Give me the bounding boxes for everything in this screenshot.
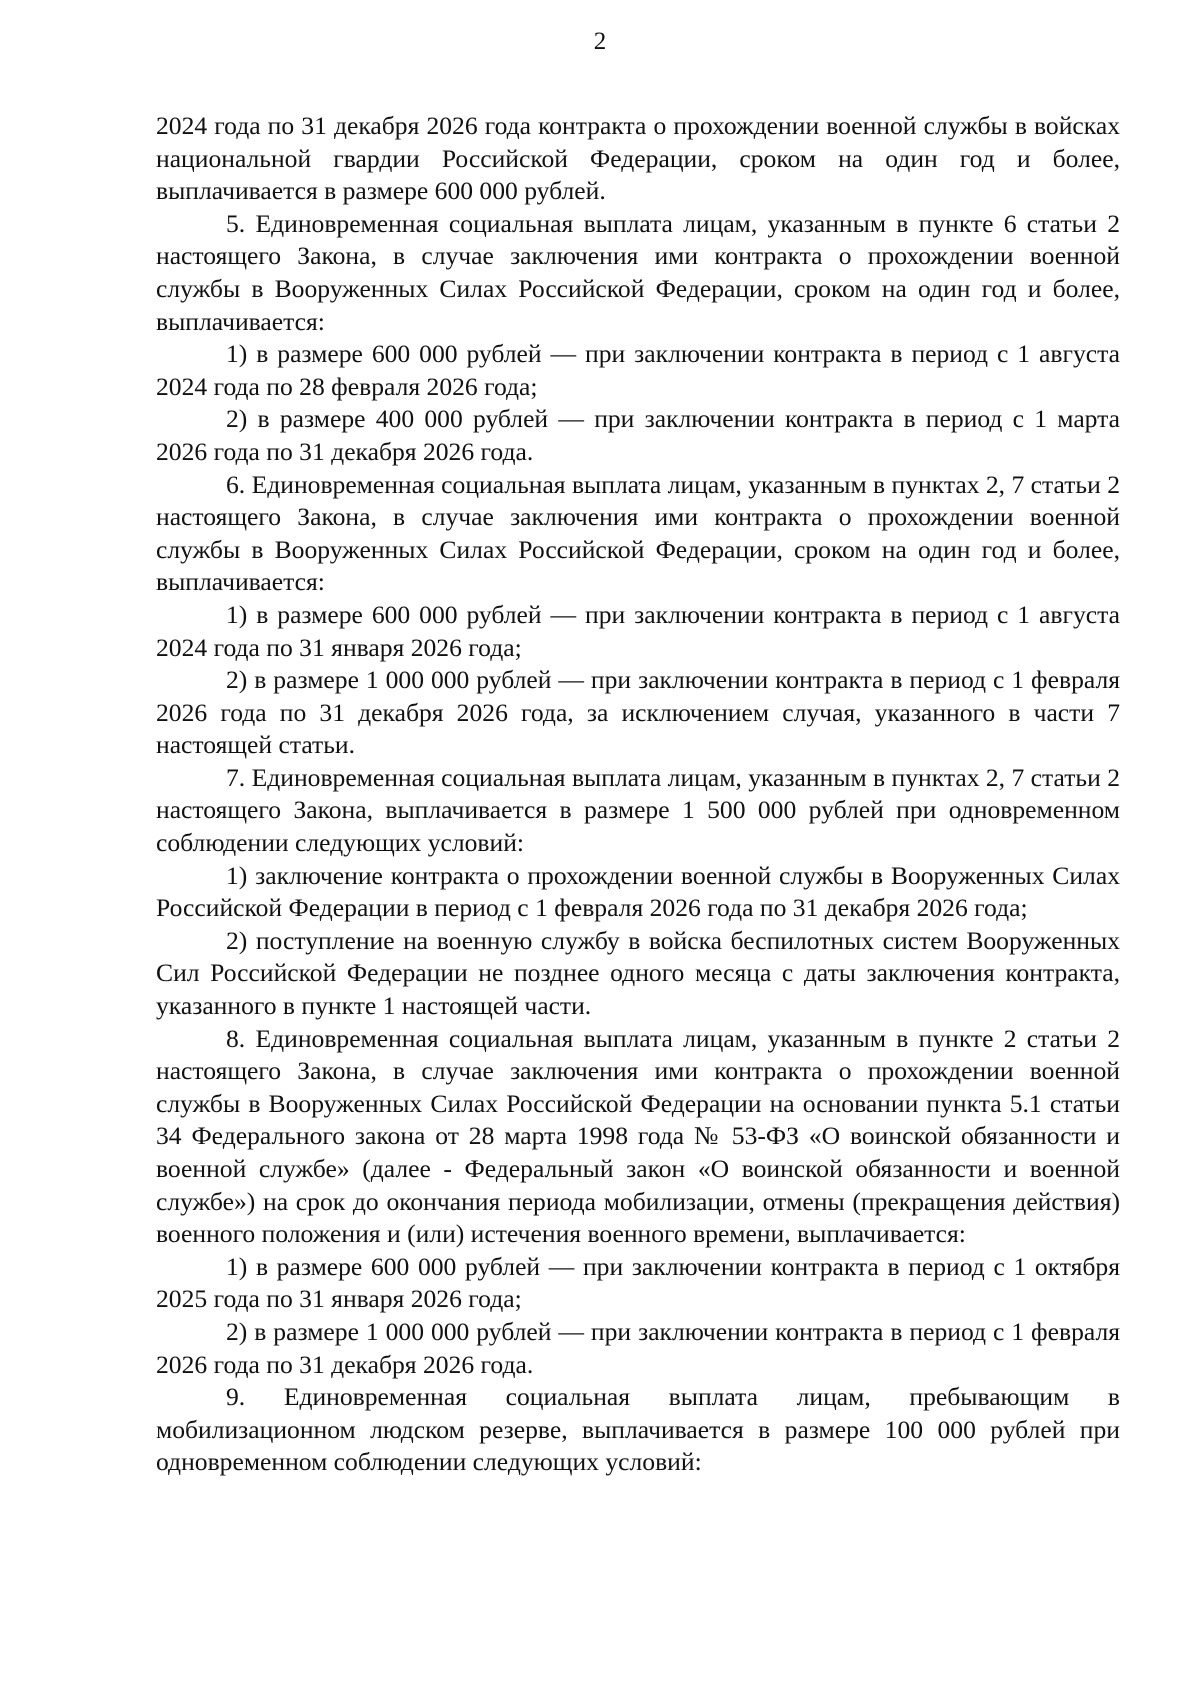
paragraph-item-8-sub-1: 1) в размере 600 000 рублей — при заключении контракта в период с 1 октября 2025 года по 31 января 2026 года; xyxy=(156,1251,1120,1314)
paragraph-continuation: 2024 года по 31 декабря 2026 года контракта о прохождении военной службы в войсках национальной гвардии Российской Федерации, сроком на один год и более, выплачивается в размере 600 000 рублей. xyxy=(156,111,1120,206)
document-body xyxy=(156,110,1120,1479)
paragraph-item-5-sub-1: 1) в размере 600 000 рублей — при заключении контракта в период с 1 августа 2024 года по 28 февраля 2026 года; xyxy=(156,339,1120,401)
paragraph-item-6-sub-2: 2) в размере 1 000 000 рублей — при заключении контракта в период с 1 февраля 2026 года по 31 декабря 2026 года, за исключением случая, указанного в части 7 настоящей статьи. xyxy=(156,665,1120,760)
paragraph-item-9: 9. Единовременная социальная выплата лицам, пребывающим в мобилизационном людском резерве, выплачивается в размере 100 000 рублей при одновременном соблюдении следующих условий: xyxy=(156,1382,1120,1477)
paragraph-item-5-sub-2: 2) в размере 400 000 рублей — при заключении контракта в период с 1 марта 2026 года по 31 декабря 2026 года. xyxy=(156,404,1120,466)
page-number: 2 xyxy=(593,28,607,55)
paragraph-item-7-sub-2: 2) поступление на военную службу в войска беспилотных систем Вооруженных Сил Российской Федерации не позднее одного месяца с даты заключения контракта, указанного в пункте 1 настоящей части. xyxy=(156,925,1120,1021)
paragraph-item-6: 6. Единовременная социальная выплата лицам, указанным в пунктах 2, 7 статьи 2 настоящего Закона, в случае заключения ими контракта о прохождении военной службы в Вооруженных Силах Российской Федерации, сроком на один год и более, выплачивается: xyxy=(156,469,1120,597)
paragraph-item-6-sub-1: 1) в размере 600 000 рублей — при заключении контракта в период с 1 августа 2024 года по 31 января 2026 года; xyxy=(156,599,1120,662)
paragraph-item-8-sub-2: 2) в размере 1 000 000 рублей — при заключении контракта в период с 1 февраля 2026 года по 31 декабря 2026 года. xyxy=(156,1316,1120,1379)
paragraph-item-7: 7. Единовременная социальная выплата лицам, указанным в пунктах 2, 7 статьи 2 настоящего Закона, выплачивается в размере 1 500 000 рублей при одновременном соблюдении следующих условий: xyxy=(156,762,1120,858)
paragraph-item-8: 8. Единовременная социальная выплата лицам, указанным в пункте 2 статьи 2 настоящего Закона, в случае заключения ими контракта о прохождении военной службы в Вооруженных Силах Российской Федерации на основании пункта 5.1 статьи 34 Федерального закона от 28 марта 1998 года № 53-ФЗ «О воинской обязанности и военной службе» (далее - Федеральный закон «О воинской обязанности и военной службе») на срок до окончания периода мобилизации, отмены (прекращения действия) военного положения и (или) истечения военного времени, выплачивается: xyxy=(156,1023,1120,1249)
paragraph-item-5: 5. Единовременная социальная выплата лицам, указанным в пункте 6 статьи 2 настоящего Закона, в случае заключения ими контракта о прохождении военной службы в Вооруженных Силах Российской Федерации, сроком на один год и более, выплачивается: xyxy=(156,208,1120,336)
paragraph-item-7-sub-1: 1) заключение контракта о прохождении военной службы в Вооруженных Силах Российской Федерации в период с 1 февраля 2026 года по 31 декабря 2026 года; xyxy=(156,860,1120,923)
